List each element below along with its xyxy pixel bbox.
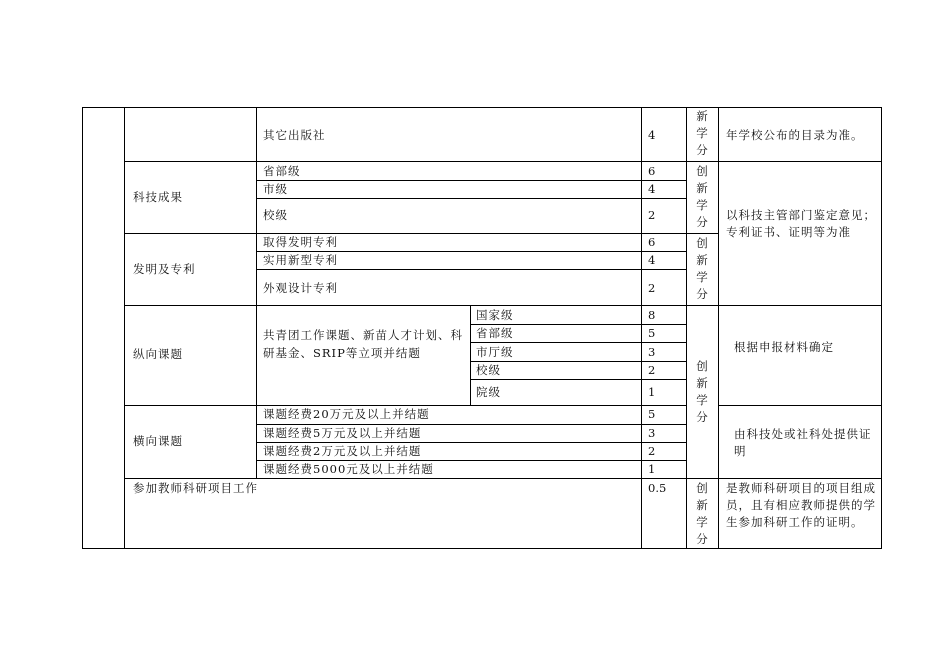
vertical-note: 根据申报材料确定: [734, 340, 834, 354]
vertical-level: 市厅级: [476, 345, 514, 359]
horizontal-score: 3: [648, 426, 656, 440]
horizontal-category: 横向课题: [133, 434, 183, 448]
vertical-score: 5: [648, 326, 656, 340]
sci-tech-score: 6: [648, 164, 656, 178]
table-border-left: [82, 107, 83, 549]
vertical-level: 国家级: [476, 308, 514, 322]
table-border-right: [881, 107, 882, 549]
patent-level: 实用新型专利: [263, 253, 338, 267]
sci-tech-score: 4: [648, 182, 656, 196]
horizontal-level: 课题经费5000元及以上并结题: [263, 462, 434, 476]
sci-tech-score: 2: [648, 208, 656, 222]
horizontal-score: 5: [648, 407, 656, 421]
vertical-score: 2: [648, 363, 656, 377]
vertical-score: 3: [648, 345, 656, 359]
vertical-score: 1: [648, 385, 656, 399]
teacher-project-note: 是教师科研项目的项目组成员，且有相应教师提供的学生参加科研工作的证明。: [726, 481, 876, 529]
table-border-top: [82, 107, 882, 108]
horizontal-level: 课题经费5万元及以上并结题: [263, 426, 422, 440]
other-press-score: 4: [648, 128, 656, 142]
horizontal-level: 课题经费20万元及以上并结题: [263, 407, 430, 421]
teacher-project-type: 创新学分: [696, 481, 708, 546]
horizontal-note: 由科技处或社科处提供证明: [734, 427, 872, 458]
vertical-category: 纵向课题: [133, 347, 183, 361]
vertical-level: 院级: [476, 385, 501, 399]
vertical-level: 省部级: [476, 326, 514, 340]
patent-level: 取得发明专利: [263, 235, 338, 249]
patent-category: 发明及专利: [133, 262, 196, 276]
patent-score: 6: [648, 235, 656, 249]
sci-tech-level: 省部级: [263, 164, 301, 178]
teacher-project-item: 参加教师科研项目工作: [133, 481, 258, 495]
other-press-note: 年学校公布的目录为准。: [726, 128, 864, 142]
vertical-desc: 共青团工作课题、新苗人才计划、科研基金、SRIP等立项并结题: [263, 328, 463, 360]
other-press-item: 其它出版社: [263, 128, 326, 142]
patent-type: 创新学分: [696, 236, 708, 301]
vertical-score: 8: [648, 308, 656, 322]
patent-score: 4: [648, 253, 656, 267]
horizontal-score: 2: [648, 444, 656, 458]
horizontal-level: 课题经费2万元及以上并结题: [263, 444, 422, 458]
sci-tech-level: 市级: [263, 182, 288, 196]
table-border-bottom: [82, 548, 882, 549]
patent-score: 2: [648, 281, 656, 295]
sci-tech-category: 科技成果: [133, 190, 183, 204]
research-type: 创新学分: [696, 359, 708, 424]
teacher-project-score: 0.5: [648, 481, 667, 495]
horizontal-score: 1: [648, 462, 656, 476]
other-press-type: 新学分: [696, 109, 708, 157]
vertical-level: 校级: [476, 363, 501, 377]
sci-tech-type: 创新学分: [696, 164, 708, 229]
patent-level: 外观设计专利: [263, 281, 338, 295]
sci-tech-note: 以科技主管部门鉴定意见；专利证书、证明等为准: [726, 208, 876, 239]
sci-tech-level: 校级: [263, 208, 288, 222]
